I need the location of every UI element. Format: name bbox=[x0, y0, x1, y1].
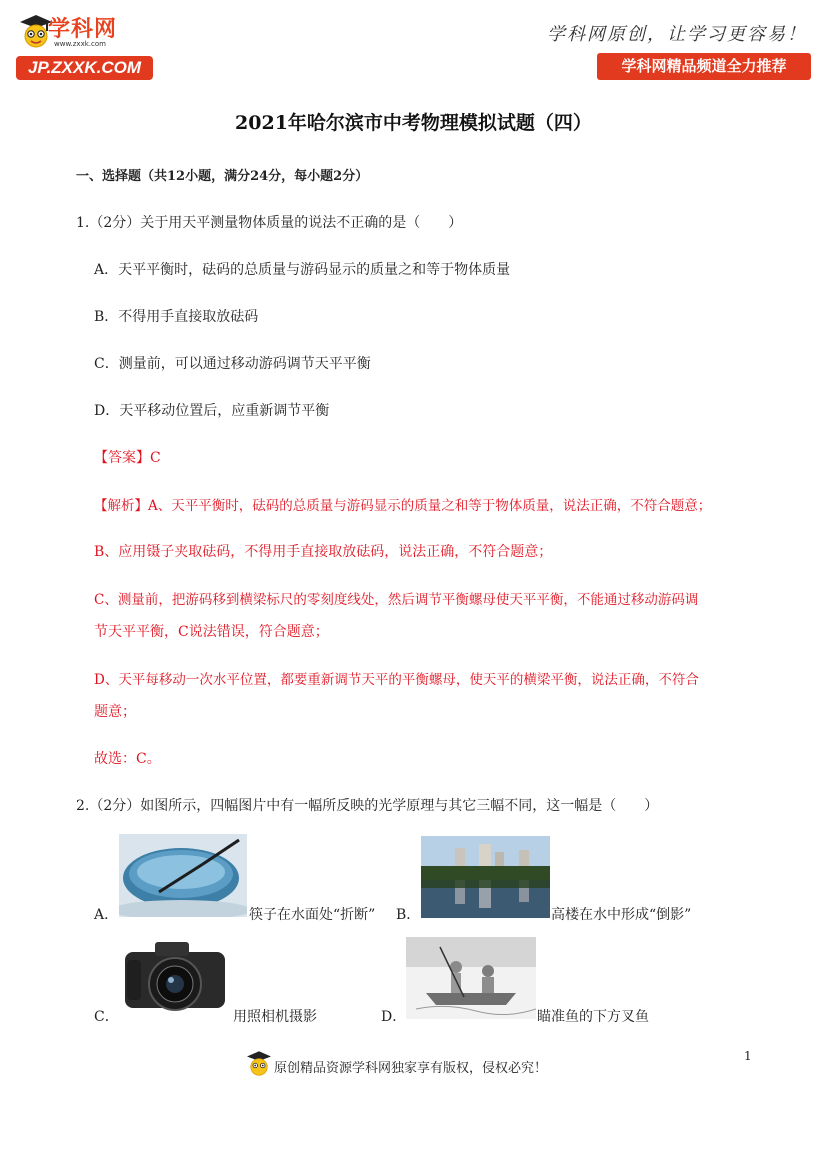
footer-copyright: 原创精品资源学科网独家享有版权，侵权必究！ bbox=[274, 1061, 548, 1076]
question-1-answer: 【答案】C bbox=[94, 450, 161, 466]
slogan: 学科网原创，让学习更容易！ bbox=[547, 24, 807, 45]
option-a-label: A． bbox=[94, 907, 119, 923]
mascot-icon bbox=[244, 1049, 274, 1079]
spear-fishing-image bbox=[406, 937, 536, 1019]
channel-badge[interactable]: 学科网精品频道全力推荐 bbox=[597, 53, 811, 80]
question-1-stem: 1.（2分）关于用天平测量物体质量的说法不正确的是（ ） bbox=[76, 215, 463, 231]
chopsticks-in-water-image bbox=[119, 834, 247, 917]
question-1-analysis-line: D、天平每移动一次水平位置，都要重新调节天平的平衡螺母，使天平的横梁平衡，说法正确，不符合 bbox=[94, 672, 699, 688]
page-title: 2021年哈尔滨市中考物理模拟试题（四） bbox=[235, 112, 592, 134]
question-1-option-a: A．天平平衡时，砝码的总质量与游码显示的质量之和等于物体质量 bbox=[94, 262, 511, 278]
option-b-label: B． bbox=[396, 907, 421, 923]
building-reflection-image bbox=[421, 836, 550, 918]
question-2-stem: 2.（2分）如图所示，四幅图片中有一幅所反映的光学原理与其它三幅不同，这一幅是（ ） bbox=[76, 798, 659, 814]
question-1-analysis-line: B、应用镊子夹取砝码，不得用手直接取放砝码，说法正确，不符合题意； bbox=[94, 544, 553, 560]
question-1-option-d: D．天平移动位置后，应重新调节平衡 bbox=[94, 403, 330, 419]
question-1-analysis-line: 【解析】A、天平平衡时，砝码的总质量与游码显示的质量之和等于物体质量，说法正确，不符合题意； bbox=[94, 498, 712, 514]
option-b-caption: 高楼在水中形成“倒影” bbox=[551, 907, 692, 923]
option-c-label: C． bbox=[94, 1009, 119, 1025]
section-heading: 一、选择题（共12小题，满分24分，每小题2分） bbox=[76, 169, 369, 184]
page-number: 1 bbox=[744, 1049, 752, 1063]
question-1-analysis-line: 故选：C。 bbox=[94, 751, 161, 767]
question-1-option-c: C．测量前，可以通过移动游码调节天平平衡 bbox=[94, 356, 371, 372]
question-1-analysis-line: 节天平平衡，C说法错误，符合题意； bbox=[94, 624, 329, 640]
logo-url: www.zxxk.com bbox=[54, 40, 106, 48]
site-badge[interactable]: JP.ZXXK.COM bbox=[16, 56, 153, 80]
option-d-caption: 瞄准鱼的下方叉鱼 bbox=[537, 1009, 649, 1025]
question-1-analysis-line: C、测量前，把游码移到横梁标尺的零刻度线处，然后调节平衡螺母使天平平衡，不能通过移动游码调 bbox=[94, 592, 699, 608]
option-c-caption: 用照相机摄影 bbox=[233, 1009, 317, 1025]
camera-image bbox=[119, 938, 231, 1019]
question-1-option-b: B．不得用手直接取放砝码 bbox=[94, 309, 259, 325]
option-d-label: D． bbox=[381, 1009, 407, 1025]
footer-mascot bbox=[244, 1049, 274, 1079]
option-a-caption: 筷子在水面处“折断” bbox=[249, 907, 376, 923]
logo-text: 学科网 bbox=[48, 17, 118, 42]
question-1-analysis-line: 题意； bbox=[94, 704, 136, 720]
